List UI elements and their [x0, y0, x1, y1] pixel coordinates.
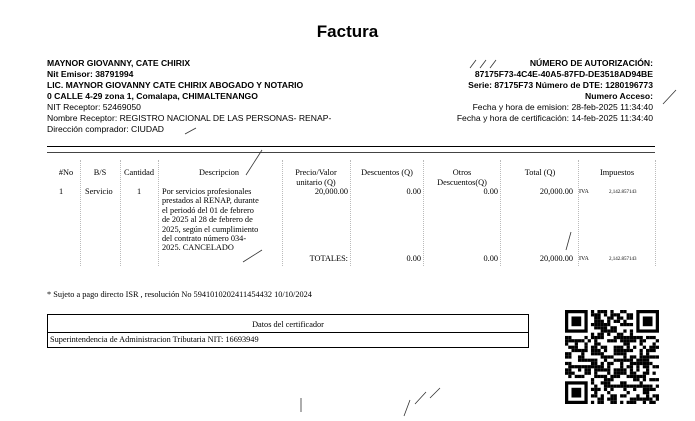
issuer-name: MAYNOR GIOVANNY, CATE CHIRIX: [47, 58, 191, 68]
header-no: #No: [58, 168, 74, 177]
descripcion-line: el periodó del 01 de febrero: [162, 205, 254, 215]
row-descuentos: 0.00: [406, 187, 421, 196]
column-separator: [500, 160, 501, 266]
row-cantidad: 1: [137, 187, 142, 196]
serie-dte: Serie: 87175F73 Número de DTE: 1280196773: [468, 80, 653, 90]
header-precio: [283, 168, 349, 187]
descripcion-line: 2025, según el cumplimiento: [162, 224, 259, 234]
certificador-box: [47, 314, 529, 348]
divider: [47, 152, 655, 153]
auth-heading: NÚMERO DE AUTORIZACIÓN:: [529, 58, 653, 68]
nit-receptor: NIT Receptor: 52469050: [47, 102, 141, 112]
descripcion-line: de 2025 al 28 de febrero de: [162, 215, 253, 225]
header-descripcion: Descripcion: [198, 168, 240, 177]
row-total: 20,000.00: [539, 187, 573, 196]
authorization-block: [353, 58, 653, 124]
totals-iva-value: 2,142.857143: [609, 257, 637, 262]
descripcion-line: Por servicios profesionales: [162, 187, 252, 196]
header-descuentos: Descuentos (Q): [361, 168, 413, 177]
row-precio: 20,000.00: [314, 187, 348, 196]
header-total: Total (Q): [524, 168, 556, 177]
pen-mark: [566, 232, 571, 250]
header-precio-line2: unitario (Q): [296, 177, 336, 187]
certificador-heading: Datos del certificador: [252, 320, 324, 329]
nit-emisor: Nit Emisor: 38791994: [47, 69, 134, 79]
business-name: LIC. MAYNOR GIOVANNY CATE CHIRIX ABOGADO Y NOTARIO: [47, 80, 304, 90]
header-otros-line1: Otros: [452, 168, 472, 177]
numero-acceso: Numero Acceso:: [585, 91, 653, 101]
totals-otros: 0.00: [483, 254, 498, 263]
column-separator: [655, 160, 656, 266]
divider: [47, 146, 655, 147]
row-bs: Servicio: [85, 187, 113, 196]
fecha-certificacion: Fecha y hora de certificación: 14-feb-2025 11:34:40: [456, 113, 653, 123]
pen-mark: [663, 90, 676, 104]
divider: [48, 332, 528, 333]
descripcion-line: 2025. CANCELADO: [162, 243, 234, 253]
totals-descuentos: 0.00: [406, 254, 421, 263]
header-otros: [425, 168, 499, 187]
fecha-emision: Fecha y hora de emision: 28-feb-2025 11:34:40: [472, 102, 653, 112]
totals-iva-label: IVA: [579, 256, 589, 262]
issuer-block: [47, 58, 377, 135]
nombre-receptor: Nombre Receptor: REGISTRO NACIONAL DE LAS PERSONAS- RENAP-: [47, 113, 332, 123]
row-descripcion: [162, 187, 282, 253]
issuer-address: 0 CALLE 4-29 zona 1, Comalapa, CHIMALTENANGO: [47, 91, 258, 101]
pen-mark: [404, 388, 440, 416]
header-cantidad: Cantidad: [124, 168, 154, 177]
row-no: 1: [59, 187, 64, 196]
isr-note: * Sujeto a pago directo ISR , resolución No 5941010202411454432 10/10/2024: [47, 290, 312, 299]
page-title: Factura: [316, 22, 379, 41]
header-precio-line1: Precio/Valor: [295, 168, 337, 177]
header-impuestos: Impuestos: [599, 168, 635, 177]
auth-number: 87175F73-4C4E-40A5-87FD-DE3518AD94BE: [474, 69, 653, 79]
row-otros: 0.00: [483, 187, 498, 196]
row-iva-label: IVA: [579, 189, 589, 195]
descripcion-line: prestados al RENAP, durante: [162, 196, 259, 206]
totals-total: 20,000.00: [539, 254, 573, 263]
column-separator: [423, 160, 424, 266]
row-iva-value: 2,142.857143: [609, 190, 637, 195]
qr-code-icon: [565, 310, 659, 404]
header-otros-line2: Descuentos(Q): [437, 177, 487, 187]
header-bs: B/S: [93, 168, 107, 177]
certificador-value: Superintendencia de Administracion Tributaria NIT: 16693949: [50, 335, 259, 344]
descripcion-line: del contrato número 034-: [162, 234, 247, 244]
direccion-comprador: Dirección comprador: CIUDAD: [47, 124, 165, 134]
totals-label: TOTALES:: [309, 254, 348, 263]
